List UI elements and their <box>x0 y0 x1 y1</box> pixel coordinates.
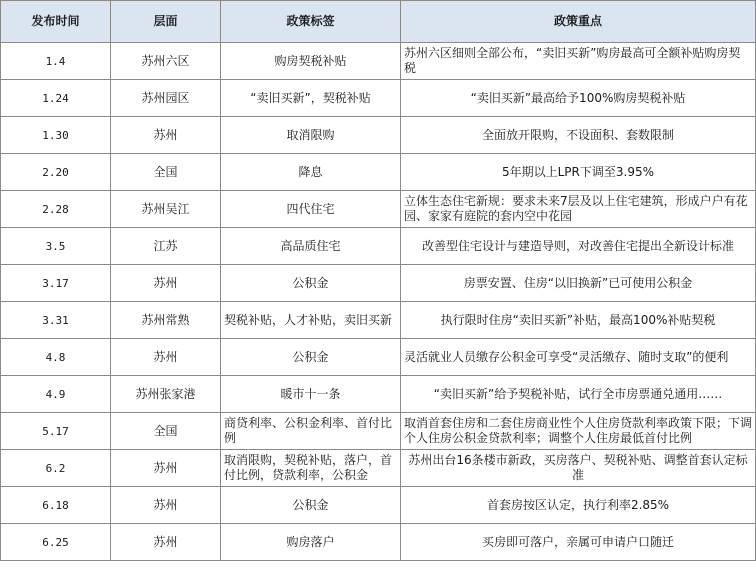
cell-level: 全国 <box>111 154 221 191</box>
cell-level: 苏州吴江 <box>111 191 221 228</box>
header-tag: 政策标签 <box>221 1 401 43</box>
table-row <box>1 413 756 450</box>
cell-tag: 取消限购 <box>221 117 401 154</box>
cell-focus: 首套房按区认定，执行利率2.85% <box>401 487 756 524</box>
cell-date: 5.17 <box>1 413 111 450</box>
cell-date: 2.28 <box>1 191 111 228</box>
cell-focus: 苏州六区细则全部公布，“卖旧买新”购房最高可全额补贴购房契税 <box>401 43 756 80</box>
cell-tag: 商贷利率、公积金利率、首付比例 <box>221 413 401 450</box>
cell-focus: 改善型住宅设计与建造导则，对改善住宅提出全新设计标准 <box>401 228 756 265</box>
cell-tag: 购房契税补贴 <box>221 43 401 80</box>
header-row <box>1 1 756 43</box>
cell-date: 3.5 <box>1 228 111 265</box>
table-row <box>1 265 756 302</box>
cell-tag: 公积金 <box>221 265 401 302</box>
table-row <box>1 524 756 561</box>
cell-focus: 执行限时住房“卖旧买新”补贴，最高100%补贴契税 <box>401 302 756 339</box>
cell-date: 1.24 <box>1 80 111 117</box>
cell-tag: 高品质住宅 <box>221 228 401 265</box>
table-row <box>1 339 756 376</box>
table-row <box>1 117 756 154</box>
header-focus: 政策重点 <box>401 1 756 43</box>
cell-level: 苏州常熟 <box>111 302 221 339</box>
table-row <box>1 450 756 487</box>
header-level: 层面 <box>111 1 221 43</box>
cell-tag: “卖旧买新”，契税补贴 <box>221 80 401 117</box>
cell-tag: 公积金 <box>221 339 401 376</box>
cell-date: 6.25 <box>1 524 111 561</box>
cell-focus: “卖旧买新”给予契税补贴，试行全市房票通兑通用…… <box>401 376 756 413</box>
table-row <box>1 487 756 524</box>
cell-tag: 取消限购，契税补贴，落户，首付比例，贷款利率，公积金 <box>221 450 401 487</box>
cell-tag: 契税补贴，人才补贴，卖旧买新 <box>221 302 401 339</box>
table-row <box>1 80 756 117</box>
cell-date: 1.4 <box>1 43 111 80</box>
table-row <box>1 376 756 413</box>
cell-level: 全国 <box>111 413 221 450</box>
table-row <box>1 191 756 228</box>
cell-focus: 灵活就业人员缴存公积金可享受“灵活缴存、随时支取”的便利 <box>401 339 756 376</box>
cell-date: 2.20 <box>1 154 111 191</box>
table-row <box>1 43 756 80</box>
cell-date: 3.17 <box>1 265 111 302</box>
cell-date: 6.2 <box>1 450 111 487</box>
cell-focus: 取消首套住房和二套住房商业性个人住房贷款利率政策下限；下调个人住房公积金贷款利率；调整个人住房最低首付比例 <box>401 413 756 450</box>
cell-tag: 购房落户 <box>221 524 401 561</box>
table-row <box>1 228 756 265</box>
cell-level: 苏州 <box>111 339 221 376</box>
cell-level: 苏州六区 <box>111 43 221 80</box>
cell-focus: 全面放开限购，不设面积、套数限制 <box>401 117 756 154</box>
table-row <box>1 302 756 339</box>
cell-date: 6.18 <box>1 487 111 524</box>
cell-level: 苏州张家港 <box>111 376 221 413</box>
cell-focus: 立体生态住宅新规：要求未来7层及以上住宅建筑，形成户户有花园、家家有庭院的套内空中花园 <box>401 191 756 228</box>
cell-level: 苏州 <box>111 487 221 524</box>
cell-tag: 四代住宅 <box>221 191 401 228</box>
cell-focus: 苏州出台16条楼市新政，买房落户、契税补贴、调整首套认定标准 <box>401 450 756 487</box>
table-row <box>1 154 756 191</box>
cell-date: 3.31 <box>1 302 111 339</box>
cell-level: 苏州 <box>111 524 221 561</box>
cell-tag: 降息 <box>221 154 401 191</box>
cell-date: 1.30 <box>1 117 111 154</box>
cell-level: 苏州 <box>111 450 221 487</box>
cell-level: 苏州 <box>111 117 221 154</box>
cell-tag: 暖市十一条 <box>221 376 401 413</box>
cell-tag: 公积金 <box>221 487 401 524</box>
cell-level: 苏州 <box>111 265 221 302</box>
header-date: 发布时间 <box>1 1 111 43</box>
cell-focus: 5年期以上LPR下调至3.95% <box>401 154 756 191</box>
cell-focus: 房票安置、住房“以旧换新”已可使用公积金 <box>401 265 756 302</box>
cell-date: 4.9 <box>1 376 111 413</box>
cell-focus: “卖旧买新”最高给予100%购房契税补贴 <box>401 80 756 117</box>
cell-focus: 买房即可落户，亲属可申请户口随迁 <box>401 524 756 561</box>
cell-level: 苏州园区 <box>111 80 221 117</box>
cell-level: 江苏 <box>111 228 221 265</box>
cell-date: 4.8 <box>1 339 111 376</box>
